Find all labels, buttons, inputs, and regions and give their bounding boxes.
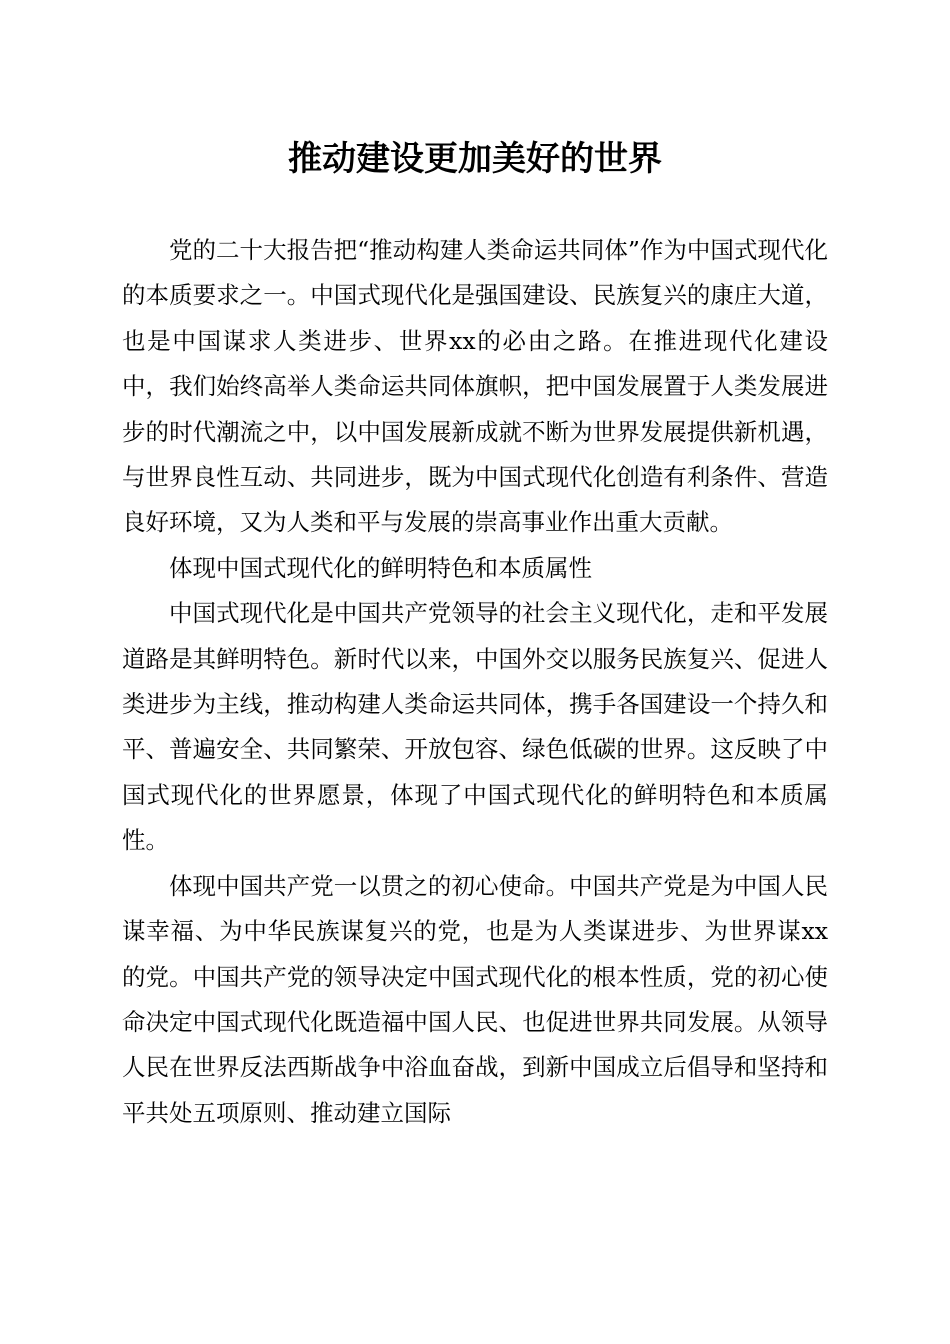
paragraph: 体现中国共产党一以贯之的初心使命。中国共产党是为中国人民谋幸福、为中华民族谋复兴的党，也是为人类谋进步、为世界谋xx的党。中国共产党的领导决定中国式现代化的根本性质，党的初心使命决定中国式现代化既造福中国人民、也促进世界共同发展。从领导人民在世界反法西斯战争中浴血奋战，到新中国成立后倡导和坚持和平共处五项原则、推动建立国际 [122,871,828,1127]
document-title: 推动建设更加美好的世界 [288,139,662,179]
paragraph: 党的二十大报告把“推动构建人类命运共同体”作为中国式现代化的本质要求之一。中国式现代化是强国建设、民族复兴的康庄大道，也是中国谋求人类进步、世界xx的必由之路。在推进现代化建设中，我们始终高举人类命运共同体旗帜，把中国发展置于人类发展进步的时代潮流之中，以中国发展新成就不断为世界发展提供新机遇，与世界良性互动、共同进步，既为中国式现代化创造有利条件、营造良好环境，又为人类和平与发展的崇高事业作出重大贡献。 [122,236,828,537]
document-body [122,228,828,1136]
section-heading: 体现中国式现代化的鲜明特色和本质属性 [169,553,592,582]
paragraph: 中国式现代化是中国共产党领导的社会主义现代化，走和平发展道路是其鲜明特色。新时代以来，中国外交以服务民族复兴、促进人类进步为主线，推动构建人类命运共同体，携手各国建设一个持久和平、普遍安全、共同繁荣、开放包容、绿色低碳的世界。这反映了中国式现代化的世界愿景，体现了中国式现代化的鲜明特色和本质属性。 [122,599,828,855]
